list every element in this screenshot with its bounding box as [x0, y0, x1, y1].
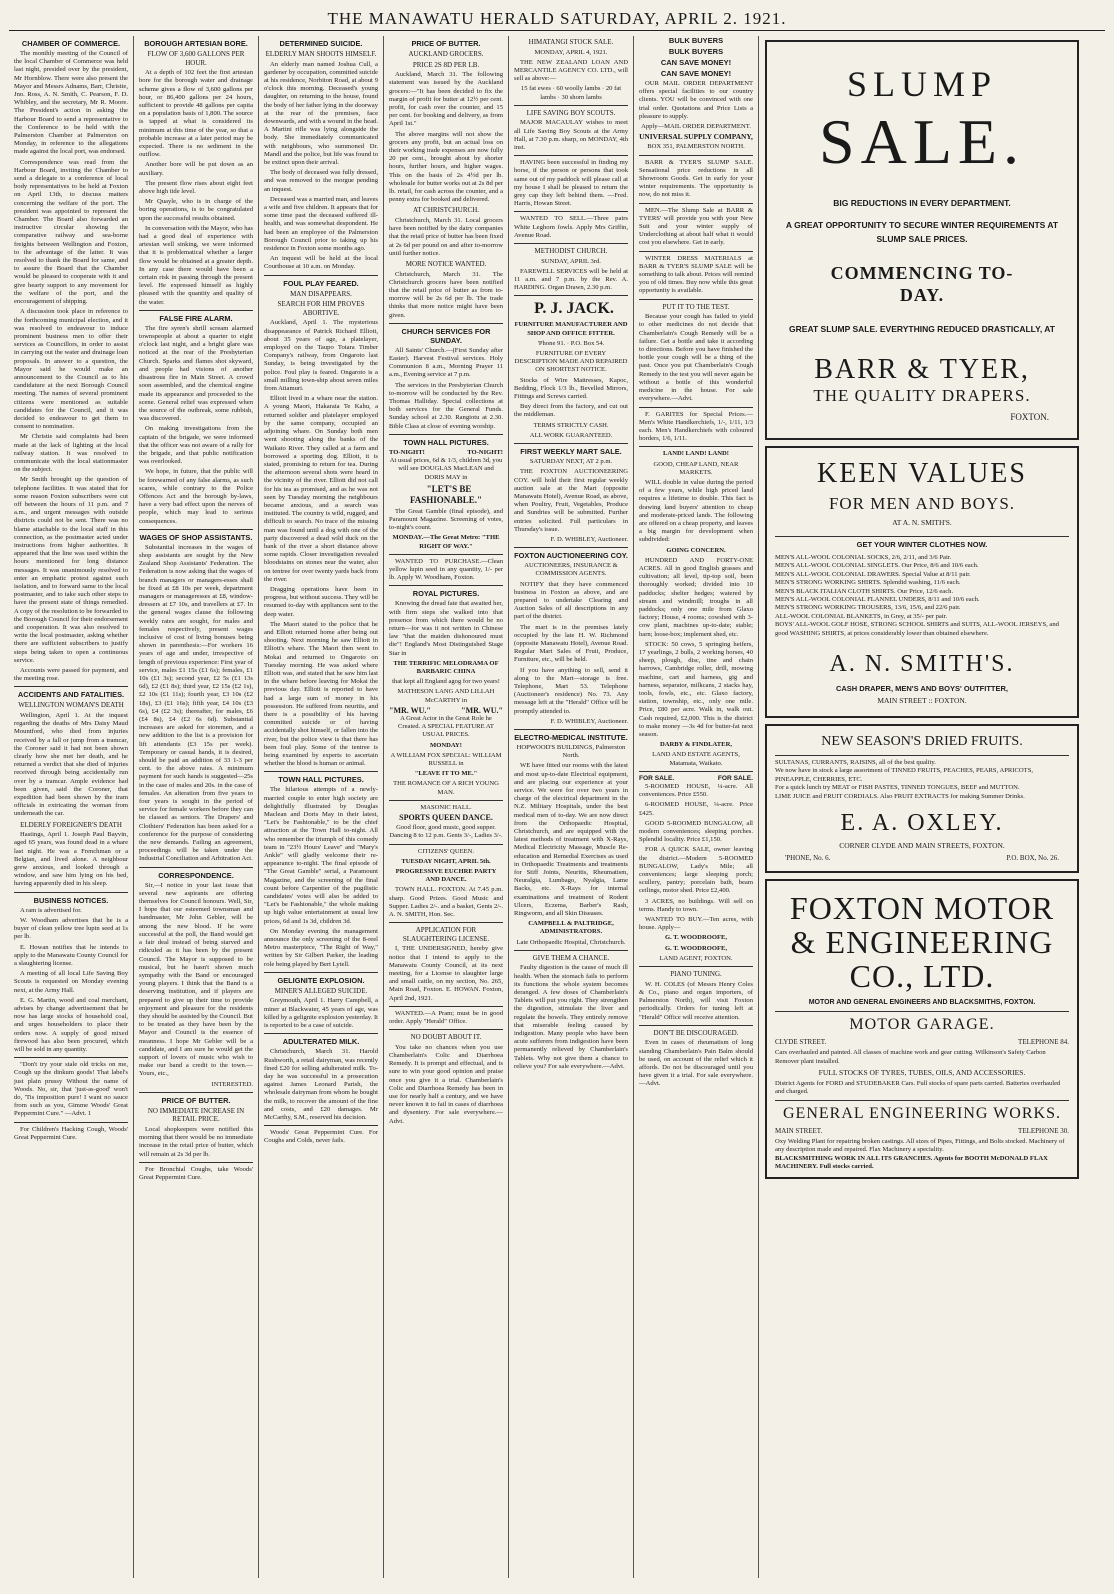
- advert-heading: PROGRESSIVE EUCHRE PARTY AND DANCE.: [395, 868, 497, 884]
- divider: [514, 547, 628, 548]
- divider: [639, 299, 753, 300]
- divider: [639, 966, 753, 967]
- advert-for-men: FOR MEN AND BOYS.: [828, 494, 1016, 513]
- stock-list: 15 fat ewes · 60 woolly lambs · 20 fat lambs · 30 shorn lambs: [520, 85, 622, 101]
- notice: A ram is advertised for.: [20, 906, 82, 914]
- divider: [139, 1092, 253, 1093]
- headline-correspondence: CORRESPONDENCE.: [158, 870, 234, 880]
- classified: WANTED.—A Pram; must be in good order. Apply "Herald" Office.: [389, 1009, 503, 1026]
- subhead-miner: MINER'S ALLEGED SUICIDE.: [274, 986, 368, 995]
- advert-text: The mart is in the premises lately occupied by the late H. W. Richmond (opposite Manawatu Hotel), Avenue Road. Regular Mart Sales of Fruit, Produce, Furniture, etc., will be held.: [514, 623, 628, 664]
- for-sale-label: FOR SALE.: [717, 774, 753, 782]
- advert-heading: CAN SAVE MONEY!: [660, 58, 732, 67]
- advert-heading: G. T. WOODROOFE,: [664, 934, 728, 942]
- column-4: [384, 36, 509, 1578]
- article-paragraph: Christchurch, March 31. Local grocers have been notified by the dairy companies that the retail price of butter has been fixed at 2s 6d per pound on and after to-morrow until further notice.: [389, 217, 503, 257]
- advert-heading: CAN SAVE MONEY!: [660, 69, 732, 78]
- tonight-label: TO-NIGHT!: [389, 448, 425, 456]
- headline-business-notices: BUSINESS NOTICES.: [33, 895, 109, 905]
- headline-mart-sale: FIRST WEEKLY MART SALE.: [520, 447, 622, 457]
- listing: 5-ROOMED HOUSE, ¼-acre. All conveniences. Price £550.: [639, 783, 753, 799]
- subhead-piano-tuning: PIANO TUNING.: [670, 970, 722, 979]
- divider: [139, 867, 253, 868]
- advert-sale-word: SALE.: [819, 106, 1025, 177]
- divider: [389, 554, 503, 555]
- article-paragraph: The services in the Presbyterian Church to-morrow will be conducted by the Rev. Thomas Halliday. Special collections at both services for the General Funds. Sunday school at 2.30. Rangiotu at 2.30. Bible Class at close of evening worship.: [389, 381, 503, 430]
- list-item: MEN'S STRONG WORKING SHIRTS. Splendid washing, 11/6 each.: [775, 579, 961, 587]
- divider: [514, 155, 628, 156]
- article-paragraph: Wellington, April 1. At the inquest regarding the deaths of Mrs Daisy Maud Mountford, who died from injuries received by a fall or jump from a tramcar, the Coroner said it had not been shown clearly how she met her death, and he returned a verdict that she died of injuries received through being accidentally run over by a tramcar. Ample evidence had been given, said the Coroner, that expedition had been shown by the tram officials in extricating the woman from underneath the car.: [14, 712, 128, 818]
- column-1: [9, 36, 134, 1578]
- article-paragraph: Auckland, April 1. The mysterious disappearance of Patrick Richard Elliott, about 35 years of age, a platelayer, employed on the Taupo Totara Timber Company's railway, from Ongaroto last Sunday, is being investigated by the police. Foul play is feared. Ongaroto is a small milling town-ship about seven miles from Atiamuri.: [264, 319, 378, 393]
- advert-text: MONDAY, APRIL 4, 1921.: [534, 48, 608, 56]
- advert-garage: MOTOR GARAGE.: [849, 1016, 995, 1034]
- advert-text: LAND AGENT, FOXTON.: [659, 954, 733, 962]
- divider: [775, 536, 1069, 537]
- advert-line: For Children's Hacking Cough, Woods' Great Peppermint Cure.: [14, 1125, 128, 1141]
- advert-box: P.O. BOX, No. 26.: [1006, 854, 1059, 863]
- column-5: [509, 36, 634, 1578]
- advert-text: Late Orthopaedic Hospital, Christchurch.: [516, 938, 626, 946]
- subhead-search: SEARCH FOR HIM PROVES ABORTIVE.: [277, 300, 365, 317]
- article-paragraph: On making investigations from the captain of the brigade, we were informed that the officer was not aware of a rally for the brigade, and that public notification was overlooked.: [139, 425, 253, 466]
- advert-line: For Bronchial Coughs, take Woods' Great Peppermint Cure.: [139, 1165, 253, 1181]
- divider: [639, 771, 753, 772]
- advert-text: TOWN HALL. FOXTON. At 7.45 p.m. sharp. Good Prizes. Good Music and Supper. Ladies 2/-. and a basket, Gents 2/-. A. N. SMITH, Hon. Sec.: [389, 886, 503, 919]
- advert-text: At usual prices, 6d & 1/3, children 3d, you will see DOUGLAS MacLEAN and DORIS MAY in: [389, 457, 503, 481]
- subhead-himatangi: HIMATANGI STOCK SALE.: [528, 38, 614, 46]
- divider: [514, 211, 628, 212]
- list-item: MEN'S ALL-WOOL COLONIAL SINGLETS. Our Price, 8/6 and 10/6 each.: [775, 562, 979, 570]
- advert-big-reductions: BIG REDUCTIONS IN EVERY DEPARTMENT.: [833, 198, 1011, 208]
- advert-heading: SPORTS QUEEN DANCE.: [399, 813, 493, 822]
- divider: [14, 686, 128, 687]
- advert-barr-tyer: [765, 40, 1079, 440]
- advert-text: TERMS STRICTLY CASH.: [533, 421, 609, 429]
- article-paragraph: Dragging operations have been in progress, but without success. They will be resumed to-day with appliances sent to the deep water.: [264, 585, 378, 618]
- listing: FOR A QUICK SALE, owner leaving the district.—Modern 5-ROOMED BUNGALOW, Lady's Mile; all conveniences; large sleeping porch; scullery, pantry; porcelain bath, beam ceilings, motor shed. Price £2,400.: [639, 846, 753, 895]
- divider: [389, 323, 503, 324]
- advert-garage-contact: [775, 1037, 1069, 1047]
- notice: E. G. Martin, wood and coal merchant, advises by change advertisement that he now has large stocks of household coal, and urges householders to place their orders now. A supply of good mixed firewood has also been procured, which will be sold in any quantity.: [14, 996, 128, 1053]
- article-paragraph: All Saints' Church.—(First Sunday after Easter). Harvest Festival services. Holy Communion 8 a.m., Morning Prayer 11 a.m., Evening service at 7 p.m.: [389, 346, 503, 379]
- notice: E. Howan notifies that he intends to apply to the Manawatu County Council for a slaughtering license.: [14, 943, 128, 967]
- advert-text: THE FOXTON AUCTIONEERING COY. will hold their first regular weekly auction sale at the Mart (opposite Manawatu Hotel), Avenue Road, as above, when Poultry, Fruit, Vegetables, Produce and Sundries will be submitted. Further entries solicited. Full particulars in Thursday's issue.: [514, 468, 628, 533]
- advert-text: MONDAY!: [430, 741, 462, 749]
- advert-barr-tyer-name: BARR & TYER,: [814, 354, 1030, 385]
- advert-text: You take no chances when you use Chamberlain's Colic and Diarrhoea Remedy. It is prompt and effectual, and is sure to win your good opinion and praise once you give it a trial. Chamberlain's Colic and Diarrhoea Remedy has been in use for nearly half a century, and we have never known it to fail in cases of diarrhoea and dysentery. For sale everywhere.—Advt.: [389, 1043, 503, 1125]
- for-sale-row: [639, 775, 753, 783]
- advert-text: SUNDAY, APRIL 3rd.: [541, 257, 601, 265]
- article-paragraph: We hope, in future, that the public will be forewarned of any false alarms, as such scares, while contrary to the Police Offences Act and the borough by-laws, have a very bad effect upon the nerves of people, which may lead to serious consequences.: [139, 468, 253, 525]
- subhead-methodist: METHODIST CHURCH.: [534, 247, 608, 256]
- advert-heading: GOING CONCERN.: [666, 546, 726, 554]
- divider: [14, 892, 128, 893]
- headline-foul-play: FOUL PLAY FEARED.: [283, 278, 359, 288]
- divider: [639, 1025, 753, 1026]
- advert-text: THE ROMANCE OF A RICH YOUNG MAN.: [393, 780, 499, 796]
- divider: [514, 729, 628, 730]
- subhead-auckland-grocers: AUCKLAND GROCERS.: [408, 50, 484, 58]
- advert-foxton-motor: [765, 879, 1079, 1179]
- divider: [14, 1122, 128, 1123]
- divider: [389, 1006, 503, 1007]
- advert-text: MATHESON LANG AND LILLAH McCARTHY in: [397, 688, 495, 704]
- advert-text: If you have anything to sell, send it along to the Mart—storage is free. Telephone, Mart 53. Telephone (Auctioneer's residence) No. 73. Any message left at the "Herald" Office will be promptly attended to.: [514, 666, 628, 715]
- advert-main-street: MAIN STREET :: FOXTON.: [877, 696, 967, 706]
- advert-foxton: FOXTON.: [1010, 412, 1049, 422]
- list-item: MEN'S STRONG WORKING TROUSERS, 13/6, 15/6, and 22/6 pair.: [775, 604, 961, 612]
- headline-price-of-butter: PRICE OF BUTTER.: [161, 1095, 231, 1105]
- advert-telephone: TELEPHONE 30.: [1018, 1126, 1069, 1135]
- advert-garage-text: Cars overhauled and painted. All classes of machine work and gear cutting. Wilkinson's Safety Carbon Remover plant installed.: [775, 1049, 1046, 1065]
- advert-text: BOX 351, PALMERSTON NORTH.: [647, 143, 745, 151]
- listing: 6-ROOMED HOUSE, ¼-acre. Price £425.: [639, 801, 753, 817]
- subhead-christchurch: AT CHRISTCHURCH.: [413, 206, 479, 215]
- list-item: LIME JUICE and FRUIT CORDIALS. Also FRUIT EXTRACTS for making Summer Drinks.: [775, 792, 1025, 800]
- divider: [639, 203, 753, 204]
- list-item: MEN'S ALL-WOOL COLONIAL SOCKS, 2/6, 2/11, and 3/6 Pair.: [775, 554, 952, 561]
- advert-text: CITIZENS' QUEEN.: [417, 847, 475, 855]
- list-item: We now have in stock a large assortment of TINNED FRUITS, PEACHES, PEARS, APRICOTS, PINEAPPLE, CHERRIES, ETC.: [775, 767, 1034, 783]
- divider: [514, 105, 628, 106]
- headline-town-hall-pictures: TOWN HALL PICTURES.: [278, 775, 364, 785]
- article-paragraph: Deceased was a married man, and leaves a wife and five children. It appears that for some time past the deceased suffered ill-health, and was somewhat despondent. He had been an employee of the Palmerston Borough Council prior to taking up his residence in Foxton some months ago.: [264, 195, 378, 253]
- headline-chamber-of-commerce: CHAMBER OF COMMERCE.: [21, 39, 121, 48]
- notice: W. Woodham advertises that he is a buyer of clean yellow tree lupin seed at 1s per lb.: [14, 916, 128, 941]
- divider: [139, 310, 253, 311]
- divider: [514, 243, 628, 244]
- advert-signature: F. D. WHIBLEY, Auctioneer.: [550, 717, 628, 725]
- classified: WANTED TO SELL.—Three pairs White Leghorn fowls. Apply Mrs Griffin, Avenue Road.: [514, 215, 628, 239]
- advert-blacksmithing: BLACKSMITHING WORK IN ALL ITS GRANCHES. Agents for BOOTH McDONALD FLAX MACHINERY. Full stocks carried.: [775, 1154, 1048, 1170]
- headline-town-hall: TOWN HALL PICTURES.: [403, 437, 489, 447]
- divider: [264, 972, 378, 973]
- advert-telephone: TELEPHONE 84.: [1018, 1038, 1069, 1047]
- article-paragraph: At a depth of 102 feet the first artesian bore for the borough water and drainage scheme gives a flow of 3,600 gallons per hour, or 86,400 gallons per 24 hours, sufficient to provide 48 gallons per capita on a population basis of 1,800. The source is tapped at what is considered its minimum at this time of the year, so that a probable increase at a later period may be expected. There is no sediment in the outflow.: [139, 69, 253, 159]
- article-paragraph: Auckland, March 31. The following statement was issued by the Auckland grocers:—"It has been decided to fix the margin of profit for butter at 12½ per cent. profit, for cash over the counter, and 15 per cent. for booking and delivery, as from April 1st.": [389, 71, 503, 128]
- divider: [264, 771, 378, 772]
- advert-poem: "Don't try your stale old tricks on me, Cough up the dinkum goods! That label's just plain prussy Without the name of Woods. No, sir, that 'just-as-good' won't do, 'Tis imposition pure! I want no sauce from such as you, Gimme Woods' Great Peppermint Cure." —Advt. 1: [14, 1061, 128, 1118]
- advert-subheading: AUCTIONEERS, INSURANCE & COMMISSION AGENTS.: [524, 562, 618, 578]
- advert-heading: DARBY & FINDLATER,: [660, 741, 732, 749]
- advert-text: STOCK: 50 cows, 5 springing heifers, 17 yearlings, 2 bulls, 2 working horses, 40 sheep, plough, disc, tine and chain harrows, Cambridge roller, drill, mowing machine, cart and harness, gig and harness, separator, milkcans, 2 stacks hay, tools, fowls, etc., etc. Glaxo factory, station, township, etc., only one mile. Price, £80 per acre. Walk in, walk out. Cash required, £2,000. This is the district to make money —3s 4d for butter-fat next season.: [639, 640, 753, 739]
- advert-text: ALL WORK GUARANTEED.: [529, 431, 613, 439]
- advert-text: THE NEW ZEALAND LOAN AND MERCANTILE AGENCY CO. LTD., will sell as above:—: [514, 58, 628, 83]
- advert-text: WINTER DRESS MATERIALS at BARR & TYER'S SLUMP SALE will be something to talk about. Prices will remind you of old times. Buy now while this great opportunity is available.: [639, 254, 753, 295]
- masthead: THE MANAWATU HERALD SATURDAY, APRIL 2. 1921.: [9, 8, 1105, 31]
- article-paragraph: A discussion took place in reference to the forthcoming municipal election, and it was resolved to endeavour to induce prominent business men to offer their services as Councillors, in order to assist in carrying out the water and drainage loan proposals. In answer to a question, the Mayor said he would make an announcement to the Council as to his candidature at the next Borough Council meeting. The names of several prominent citizens were mentioned as suitable candidates for the Council, and it was decided to endeavour to get them to consent to nomination.: [14, 308, 128, 431]
- advert-heading: LAND! LAND! LAND!: [663, 450, 729, 458]
- article-paragraph: Correspondence was read from the Harbour Board, inviting the Chamber to send a delegate to a conference of local body representatives to be held at Foxton on April 13th, to discuss matters concerning the welfare of the port. The president was appointed to represent the Chamber. The Board also forwarded an instructive circular showing the comparative railway and sea-borne freights between Wellington and Foxton, to the advantage of the latter. It was resolved to thank the Board for same, and to assure the Board that the Chamber would be pleased to cooperate with it and give hearty support to any movement for the welfare of the port, and the encouragement of shipping.: [14, 158, 128, 306]
- article-paragraph: The body of deceased was fully dressed, and was removed to the morgue pending an inquest.: [264, 169, 378, 193]
- advert-new-season: NEW SEASON'S DRIED FRUITS.: [821, 734, 1023, 750]
- list-item: For a quick lunch try MEAT or FISH PASTES, TINNED TONGUES, BEEF and MUTTON.: [775, 784, 1020, 792]
- listing: WANTED TO BUY.—Ten acres, with house. Apply—: [639, 916, 753, 932]
- column-3: [259, 36, 384, 1578]
- headline-electro-medical: ELECTRO-MEDICAL INSTITUTE.: [514, 732, 628, 742]
- subhead-woman-death: WELLINGTON WOMAN'S DEATH: [18, 701, 124, 710]
- headline-suicide: DETERMINED SUICIDE.: [279, 39, 363, 48]
- advert-foxton-motor-name: FOXTON MOTOR & ENGINEERING CO., LTD.: [789, 890, 1055, 995]
- tonight-label: TO-NIGHT!: [467, 448, 503, 456]
- divider: [389, 922, 503, 923]
- list-item: MEN'S ALL-WOOL COLONIAL DRAWERS. Special Value at 8/11 pair.: [775, 570, 971, 578]
- list-item: ALL-WOOL COLONIAL BLANKETS, in Grey, at 35/- per pair.: [775, 612, 948, 620]
- advert-text: OUR MAIL ORDER DEPARTMENT offers special facilities to our country clients. YOU will be convinced with one trial order. Quotations and Price Lists a pleasure to supply.: [639, 80, 753, 120]
- advert-text: FURNITURE OF EVERY DESCRIPTION MADE AND REPAIRED ON SHORTEST NOTICE.: [514, 350, 628, 374]
- advert-heading: TUESDAY NIGHT, APRIL 5th.: [401, 857, 491, 865]
- film-title: "MR. WU.": [389, 705, 431, 715]
- article-paragraph: Mr Smith brought up the question of telephone facilities. It was stated that for some reason Foxton subscribers were cut off between the hours of 11 p.m. and 7 a.m., and urgent messages with outside districts could not be sent. There was no blame attachable to the local staff in this connection, as the postmaster acted under instructions from higher authorities. It appeared that the line was used within the hours mentioned for long distance messages. It was unanimously resolved to enter an emphatic protest against such isolation, and to forward same to the local postmaster, and to take such other steps to have the present state of things remedied. A copy of the resolution to be forwarded to the Borough Council for their endorsement and cooperation. It was also resolved to write the local postmaster, asking whether there are sufficient subscribers to justify steps being taken to open a continuous service.: [14, 476, 128, 664]
- headline-adulterated-milk: ADULTERATED MILK.: [282, 1037, 360, 1047]
- advert-street: MAIN STREET.: [775, 1126, 823, 1135]
- listing: GOOD 5-ROOMED BUNGALOW, all modern conveniences; sleeping porches. Splendid locality. Price £1,150.: [639, 819, 753, 844]
- headline-foxton-auctioneering: FOXTON AUCTIONEERING COY.: [514, 551, 628, 561]
- advert-garage-agents: District Agents for FORD and STUDEBAKER Cars. Full stocks of spare parts carried. Batteries overhauled and charged.: [775, 1079, 1061, 1096]
- article-paragraph: Greymouth, April 1. Harry Campbell, a miner at Blackwater, 45 years of age, was killed by a gelignite explosion yesterday. It is reported to be a case of suicide.: [264, 997, 378, 1030]
- advert-oxley-name: E. A. OXLEY.: [840, 810, 1004, 837]
- divider: [639, 251, 753, 252]
- advert-engineering-text: Oxy Welding Plant for repairing broken castings. All sizes of Pipes, Fittings, and Bolts stocked. Machinery of any description made and repaired. Flax Machinery a speciality.: [775, 1137, 1065, 1154]
- advert-great-slump: GREAT SLUMP SALE. EVERYTHING REDUCED DRASTICALLY, AT: [789, 324, 1055, 334]
- article-paragraph: The above margins will not show the grocers any profit, but an actual loss on their working trade expenses are now fully 20 per cent., brought about by shorter hours, further hours, and higher wages. This on the basis of 2s 4½d per lb. wholesale for butter works out at 2s 8d per lb. retail, for cash across the counter, and a penny extra for booked and delivered.: [389, 130, 503, 204]
- letter-signature: INTERESTED.: [211, 1080, 253, 1088]
- classified: FAREWELL SERVICES will be held at 11 a.m. and 7 p.m. by the Rev. A. HARDING. Organ Drawn, 2.30 p.m.: [514, 267, 628, 292]
- article-paragraph: The hilarious attempts of a newly-married couple to enter high society are delightfully illustrated by Douglas Maclean and Doris May in their latest, "Let's be Fashionable," to be the chief attraction at the Town Hall to-night. All who remember the triumph of this comedy team in "23½ Hours' Leave" and "Mary's Ankle" will gladly welcome their re-appearance to-night. The final episode of "The Great Gamble" serial, a Paramount Magazine, and the screening of the final count before Carpentier of the pugilistic candidates' votes will also be added to "Let's be Fashionable," the whole making up high value entertainment at usual low prices, 6d and 1s 3d, children 3d.: [264, 786, 378, 925]
- advert-oxley: [765, 724, 1079, 873]
- advert-cash-draper: CASH DRAPER, MEN'S AND BOYS' OUTFITTER,: [835, 684, 1009, 694]
- advert-motor-sub: MOTOR AND GENERAL ENGINEERS AND BLACKSMITHS, FOXTON.: [808, 999, 1036, 1007]
- advert-signature: F. D. WHIBLEY, Auctioneer.: [550, 535, 628, 543]
- advert-text: Even in cases of rheumatism of long standing Chamberlain's Pain Balm should be used, on account of the relief which it affords. Do not be discouraged until you have given it a trial. For sale everywhere.—Advt.: [639, 1039, 753, 1088]
- listing: 3 ACRES, no buildings. Will sell on terms. Handy to town.: [639, 897, 753, 913]
- advert-quality-drapers: THE QUALITY DRAPERS.: [813, 386, 1031, 405]
- divider: [389, 1029, 503, 1030]
- for-sale-label: FOR SALE.: [639, 774, 675, 782]
- divider: [389, 800, 503, 801]
- divider: [775, 755, 1069, 756]
- classified: MAJOR MACAULAY wishes to meet all Life Saving Boy Scouts at the Army Hall, at 7.30 p.m. sharp, on MONDAY, 4th inst.: [514, 119, 628, 152]
- advert-text: Faulty digestion is the cause of much ill health. When the stomach fails to perform its functions the whole system becomes deranged. A few doses of Chamberlain's Tablets will put you right. They strengthen the digestion, stimulate the liver and regulate the bowels. They entirely remove that miserable feeling caused by indigestion. Many people who have been acute sufferers from indigestion have been permanently relieved by Chamberlain's Tablets. Why not give them a chance to relieve you? For sale everywhere.—Advt.: [514, 964, 628, 1070]
- advert-text: BARR & TYER'S SLUMP SALE. Sensational price reductions in all Showroom Goods. Get in early for your winter requirements. The opportunity is now, do not miss it.: [639, 158, 753, 199]
- list-item: MEN'S ALL-WOOL COLONIAL FLANNEL UNDERS, 8/11 and 10/6 each.: [775, 596, 980, 604]
- advert-text: WE have fitted our rooms with the latest and most up-to-date Electrical equipment, and are placing our experience at your service. We were for over two years in charge of the electrical department in the N.Z. Military Hospitals, under the best medical men of to-day. We are now direct from the Orthopaedic Hospital, Christchurch, and are equipped with the latest methods of treatment with X-Rays, Medical Electricity Massage, Muscle Re-education and Remedial Exercises as used in Orthopaedic Treatments and treatments for Stiff Joints, Neuritis, Rheumatism, Neuralgia, Lumbago, Nyalgia, Lame Backs, etc. X-Rays for internal examinations and treatment of Rodent Ulcers, Eczema, Barber's Rash, Ringworm, and all Skin Diseases.: [514, 762, 628, 918]
- advert-slump-word: SLUMP: [846, 64, 998, 104]
- advert-general-engineering: GENERAL ENGINEERING WORKS.: [783, 1104, 1061, 1122]
- divider: [639, 407, 753, 408]
- divider: [139, 529, 253, 530]
- headline-false-fire-alarm: FALSE FIRE ALARM.: [159, 313, 233, 323]
- subhead-man-disappears: MAN DISAPPEARS.: [290, 289, 352, 298]
- article-paragraph: Christchurch, March 31. Harold Rushworth, a retail dairyman, was recently fined £20 for selling adulterated milk. To-day he was successful in a prosecution against James Leonard Parish, the wholesale dairyman from whom he bought the milk, to recover the amount of the fine and costs, and £20 damages. Mr McCarthy, S.M., reserved his decision.: [264, 1048, 378, 1121]
- divider: [14, 1057, 128, 1058]
- advert-works-contact: [775, 1126, 1069, 1136]
- divider: [264, 1033, 378, 1034]
- advert-phone: 'PHONE, No. 6.: [785, 854, 831, 863]
- tonight-row: [389, 449, 503, 457]
- article-paragraph: Elliott lived in a whare near the station. A young Maori, Hakaraia Te Kahu, a returned soldier and platelayer employed by the same company, occupied an adjoining whare. On Sunday both men went shooting along the banks of the Waikato River. They called at a farm and borrowed a sporting dog. Elliott, it is stated, promising to return for tea. During the afternoon several shots were heard in the vicinity of the river. Elliott did not call for his tea as promised, and as he was not seen by Tuesday morning the neighbours became anxious, and a search was instituted. The country is wild, rugged, and difficult to search. No trace of the missing man was found until a dog with one of the party discovered a dead wild duck on the bank of the river a short distance above some rapids. Closer investigation revealed bloodstains on stones near the water, also on tentree for over twenty yards back from the river.: [264, 395, 378, 583]
- advert-get-winter: GET YOUR WINTER CLOTHES NOW.: [856, 540, 988, 549]
- article-paragraph: The present flow rises about eight feet above high tide level.: [139, 179, 253, 196]
- advert-heading: P. J. JACK.: [534, 300, 614, 318]
- newspaper-page: [9, 8, 1105, 1578]
- advert-text: A Great Actor in the Great Role he Created. A SPECIAL FEATURE AT USUAL PRICES.: [398, 714, 494, 739]
- divider: [139, 1162, 253, 1163]
- advert-heading: CAMPBELL & PALTRIDGE, ADMINISTRATORS.: [528, 920, 614, 936]
- list-item: SULTANAS, CURRANTS, RAISINS, all of the best quality.: [775, 759, 936, 767]
- headline-church-services: CHURCH SERVICES FOR SUNDAY.: [401, 326, 491, 345]
- advert-text: Stocks of Wire Mattresses, Kapoc, Bedding, Flock 1/3 lb., Bevelled Mirrors, Fittings and Screws carried.: [514, 376, 628, 401]
- notice: I, THE UNDERSIGNED, hereby give notice that I intend to apply to the Manawatu County Council, at its next meeting, for a License to slaughter large and small cattle, on my section, No. 265, Main Road, Foxton. E. HOWAN. Foxton, April 2nd, 1921.: [389, 945, 503, 1002]
- article-paragraph: The fire syren's shrill scream alarmed townspeople at about a quarter to eight o'clock last night, and a bright glare was noticed at the rear of the Presbyterian Church. Sparks and flames shot skyward, and people had visions of another disastrous fire in Main Street. A crowd soon assembled, and the chemical engine made its appearance and proceeded to the scene. General relief was expressed when the source of the outbreak, some rubbish, was discovered.: [139, 324, 253, 423]
- advert-text: Knowing the dread fate that awaited her, with firm steps she walked into that presence from which there would be no return—for was it not written in Chinese law "that the maiden dishonoured must die"! England's Most Distinguished Stage Star in: [389, 600, 503, 657]
- film-title-row: [389, 707, 503, 715]
- advert-heading: BULK BUYERS: [668, 47, 724, 56]
- subhead-put-to-test: PUT IT TO THE TEST.: [662, 302, 730, 311]
- advert-oxley-address: CORNER CLYDE AND MAIN STREETS, FOXTON.: [839, 841, 1005, 851]
- classified: WANTED TO PURCHASE.—Clean yellow lupin seed in any quantity, 1/- per lb. Apply W. Woodham, Foxton.: [389, 557, 503, 582]
- article-paragraph: An inquest will be held at the local Courthouse at 10 a.m. on Monday.: [264, 255, 378, 271]
- advert-keen: KEEN VALUES: [817, 458, 1027, 489]
- article-paragraph: Another bore will be put down as an auxiliary.: [139, 161, 253, 177]
- advert-text: A WILLIAM FOX SPECIAL: WILLIAM RUSSELL in: [390, 751, 502, 767]
- advert-heading: UNIVERSAL SUPPLY COMPANY,: [639, 132, 753, 142]
- advert-text: NOTIFY that they have commenced business in Foxton as above, and are prepared to undertake Clearing and Auction Sales of all descriptions in any part of the district.: [514, 580, 628, 621]
- list-item: BOYS' ALL-WOOL GOLF HOSE, STRONG SCHOOL SHIRTS and SUITS, ALL-WOOL JERSEYS, and good WASHING SHIRTS, at prices considerably lower than obtained elsewhere.: [775, 621, 1059, 637]
- advert-garage-stocks: FULL STOCKS OF TYRES, TUBES, OILS, AND ACCESSORIES.: [818, 1067, 1026, 1077]
- notice: A meeting of all local Life Saving Boy Scouts is requested on Monday evening next, at the Army Hall.: [14, 970, 128, 994]
- subhead-elderly-man: ELDERLY MAN SHOOTS HIMSELF.: [265, 50, 377, 58]
- article-paragraph: The Maori stated to the police that he and Elliott returned home after being out shooting. Next morning he saw Elliott in Elliott's whare. The Maori then went to Mokai and returned to Ongaroto on Tuesday morning. He was asked where Elliott was, and stated that he saw him last in the whare before leaving for Mokai the previous day. Elliott is reported to have had a large sum of money in his possession. He suffered from neuritis, and there is a possibility of his having committed suicide or of having accidentally shot himself, or fallen into the river, but the police view is that there has been foul play. Some of the tentree is being examined by experts to ascertain whether the blood is human or animal.: [264, 620, 378, 768]
- divider: [389, 585, 503, 586]
- subhead-give-chance: GIVE THEM A CHANCE.: [532, 953, 610, 962]
- advert-oxley-contact: [785, 853, 1059, 863]
- article-paragraph: Christchurch, March 31. The Christchurch grocers have been notified that the retail price of butter as from to-morrow will be 2s 6d per lb. The trade thinks that more notice might have been given.: [389, 270, 503, 319]
- article-paragraph: On Monday evening the management announce the only screening of the 8-reel Metro masterpiece, "The Right of Way," written by Sir Gilbert Parker, the leading role being played by Bert Lytell.: [264, 927, 378, 968]
- divider: [389, 844, 503, 845]
- advert-text: Good floor, good music, good supper. Dancing 8 to 12 p.m. Gents 3/-, Ladies 3/-.: [389, 824, 503, 840]
- advert-at-smith: AT A. N. SMITH'S.: [892, 518, 952, 527]
- divider: [389, 434, 503, 435]
- advert-text: 'Phone 91. · P.O. Box 54.: [537, 339, 605, 347]
- subhead-price: PRICE 2S 8D PER LB.: [412, 60, 480, 69]
- advert-keen-values: [765, 446, 1079, 718]
- advert-text: WILL double in value during the period of a few years, while high priced land requires a lifetime to double. This fact is drawing land buyers' attention to cheap and moderate-priced lands. The following are offered on a cheap property, and leaves a big margin for development when subdivided:: [639, 478, 753, 544]
- advert-text: MEN.—The Slump Sale at BARR & TYERS' will provide you with your New Suit and your winter supply of Underclothing at about half what it would cost you elsewhere. Get in early.: [639, 206, 753, 247]
- divider: [264, 1125, 378, 1126]
- column-7-adverts: [759, 36, 1085, 1578]
- divider: [639, 155, 753, 156]
- advert-text: LAND AND ESTATE AGENTS, Matamata, Waikato.: [652, 751, 740, 767]
- advert-text: HUNDRED AND FORTY-ONE ACRES. All in good English grasses and cultivation; all level, tip-top soil, been thoroughly worked; divided into 10 paddocks; shelter hedges; watered by stream and windmill; troughs in all paddocks; only one mile from Glaxo factory; House, 4 rooms; cowshed with 3-cow plant, machines up-to-date; stable; barn; loose-box; implement shed, etc.: [639, 556, 753, 638]
- subhead-flow: FLOW OF 3,600 GALLONS PER HOUR.: [147, 50, 245, 67]
- film-title: "LET'S BE FASHIONABLE.": [409, 483, 483, 505]
- headline-royal-pictures: ROYAL PICTURES.: [412, 589, 480, 599]
- headline-accidents: ACCIDENTS AND FATALITIES.: [17, 690, 125, 700]
- subhead-discouraged: DON'T BE DISCOURAGED.: [653, 1028, 739, 1037]
- article-paragraph: Mr Quayle, who is in charge of the boring operations, is to be congratulated upon the successful results obtained.: [139, 198, 253, 222]
- advert-street: CLYDE STREET.: [775, 1038, 827, 1047]
- subhead-life-saving: LIFE SAVING BOY SCOUTS.: [526, 108, 616, 117]
- article-paragraph: Mr Christie said complaints had been made at the lack of lighting at the local railway station. It was resolved to communicate with the local stationmaster on the subject.: [14, 433, 128, 474]
- advert-text: Because your cough has failed to yield to other medicines do not decide that Chamberlain's Cough Remedy will be a failure. Get a bottle and take it according to directions. Before you have finished the bottle your cough will be a thing of the past. Once you put Chamberlain's Cough Remedy to the test you will never again be without a bottle of this wonderful medicine in the house. For sale everywhere.—Advt.: [639, 313, 753, 403]
- advert-text: MONDAY.—The Great Metro: "THE RIGHT OF WAY.": [392, 534, 500, 550]
- divider: [639, 446, 753, 447]
- advert-heading: G. T. WOODROOFE,: [664, 944, 728, 952]
- article-paragraph: Substantial increases in the wages of shop assistants are sought by the New Zealand Shop Assistants' Federation. The Federation is now asking that the wages of branch managers or managers-esses shall be fixed at £8 10s per week, department managers or manageresses at £8, window-dressers at £7 10s, and travellers at £7. In the general wages clause the following weekly rates are sought, for males and females respectively, present wages inclusive of cost of living bonuses being shown in parenthesis:—For workers 16 years of age and under, irrespective of length of previous experience: First year of service, males £1 15s (£1 6s); females, £1 10s (£1 3s); second year, £2 5s (£1 13s 6d), £2 (£1 8s); third year, £2 15s (£2 1s), £2 10s (£1 11s); fourth year, £3 10s (£2 18s), £3 (£1 16s); fifth year, £4 10s (£3 6s), £4 (£2 3s); thereafter, for males, £6 (£4 8s), £4 (£2 6s 6d). Substantial increases are asked for storemen, and a new addition to the list is a provision for lift attendants (£3 15s per week). Temporary or casual hands, it is desired, should be paid an addition of 33 1-3 per cent. to the above rates. A minimum payment for such hands is suggested—25s in the case of males and 20s. in the case of females. An alteration from five years to four years is sought in the period of service for female workers before they can be classed as seniors. The Drapers' and Clothiers' Federation has been asked for a conference for the purpose of considering the new demands. Failing an agreement, proceedings will be taken under the Industrial Conciliation and Arbitration Act.: [139, 543, 253, 863]
- advert-text: SATURDAY NEXT, AT 2 p.m.: [529, 458, 613, 466]
- subhead-slaughter-license: APPLICATION FOR SLAUGHTERING LICENSE.: [402, 926, 490, 943]
- subhead-foreigner-death: ELDERLY FOREIGNER'S DEATH: [20, 820, 122, 829]
- advert-text: MASONIC HALL.: [420, 803, 472, 811]
- advert-line: Woods' Great Peppermint Cure. For Coughs and Colds, never fails.: [264, 1129, 378, 1145]
- headline-gelignite: GELIGNITE EXPLOSION.: [277, 975, 365, 985]
- advert-text: Apply—MAIL ORDER DEPARTMENT.: [641, 123, 751, 131]
- column-6: [634, 36, 759, 1578]
- article-paragraph: Accounts were passed for payment, and the meeting rose.: [14, 667, 128, 683]
- columns: [9, 36, 1105, 1578]
- advert-text: W. H. COLES (of Messrs Henry Coles & Co., piano and organ importers, of Palmerston North), will visit Foxton periodically. Orders for tuning left at "Herald" Office will receive attention.: [639, 980, 753, 1021]
- divider: [775, 1011, 1069, 1012]
- column-2: [134, 36, 259, 1578]
- advert-text: Buy direct from the factory, and cut out the middleman.: [514, 403, 628, 419]
- divider: [264, 275, 378, 276]
- article-paragraph: An elderly man named Joshua Cull, a gardener by occupation, committed suicide at his residence, Norbiton Road, at about 9 o'clock this morning. Deceased's young daughter, on returning to the house, found the body of her father lying in the doorway at the rear of the premises, face downwards, and with a wound in the head. A Martini rifle was lying alongside the body. She immediately communicated with neighbours, who summoned Dr. Mandl and the police, but life was found to be extinct upon their arrival.: [264, 60, 378, 167]
- advert-fruit-list: [775, 759, 1069, 801]
- headline-artesian-bore: BOROUGH ARTESIAN BORE.: [144, 39, 248, 48]
- advert-subheading: HOPWOOD'S BUILDINGS, Palmerston North.: [516, 743, 626, 760]
- advert-item-list: [775, 554, 1069, 638]
- headline-price-of-butter: PRICE OF BUTTER.: [411, 39, 481, 48]
- article-paragraph: The monthly meeting of the Council of the local Chamber of Commerce was held last night, presided over by the president, Mr Hornblow. There were also present the Mayor and Messrs Adnams, Barr, Christie, Jno. Ross, A. N. Smith, C. Pearson, F. D. Whibley, and the secretary, Mr R. Moore. The President's action in asking the Harbour Board to send a representative to the Conference to be held with the Palmerston Chamber at Palmerston on Monday, in reference to the allegations made against the local port, was endorsed.: [14, 50, 128, 156]
- advert-an-smith: A. N. SMITH'S.: [829, 651, 1015, 678]
- advert-text: The Great Gamble (final episode), and Paramount Magazine. Screening of votes, to-night's count.: [389, 507, 503, 532]
- letter: Sir,—I notice in your last issue that several new aspirants are offering themselves for Council honours. Well, Sir, I hope that our esteemed townsman and bandmaster, Mr John Gebler, will be among the new blood. If he were successful at the poll, the Band would get a fair deal instead of being starved and ridiculed as it has been by the present Council. The Mayor is supposed to be musical, but he hasn't shown much sympathy with the Band or encouraged young players. I think that the Band is a deserving institution, and if players are prepared to give up their time to provide enjoyment and pleasure for the residents they should be assisted by the Council. But to be treated as they have been by the Mayor and Council is the essence of meanness. I hope Mr Gebler will be a candidate, and I am sure he would get the support of lovers of music who wish to make our band a credit to the town.—Yours, etc.,: [139, 881, 253, 1078]
- classified: HAVING been successful in finding my horse, if the person or persons that took same out of my paddock will please call at my house I shall be pleased to return the grey cap they left behind them. —Fred. Harris, Howan Street.: [514, 159, 628, 208]
- divider: [514, 950, 628, 951]
- advert-text: that kept all England agog for two years!: [392, 678, 500, 686]
- divider: [775, 1100, 1069, 1101]
- headline-wages: WAGES OF SHOP ASSISTANTS.: [139, 532, 253, 542]
- divider: [514, 443, 628, 444]
- advert-commencing: COMMENCING TO-DAY.: [830, 263, 1014, 305]
- list-item: MEN'S BLACK ITALIAN CLOTH SHIRTS. Our Price, 12/6 each.: [775, 587, 954, 595]
- subhead-no-doubt: NO DOUBT ABOUT IT.: [410, 1033, 482, 1042]
- film-title: "MR. WU.": [461, 705, 503, 715]
- film-title: THE TERRIFIC MELODRAMA OF BARBARIC CHINA: [393, 659, 499, 675]
- subhead-no-increase: NO IMMEDIATE INCREASE IN RETAIL PRICE.: [147, 1106, 245, 1124]
- article-paragraph: In conversation with the Mayor, who has had a good deal of experience with artesian well sinking, we were informed that it is problematical whether a larger flow would be obtained at a greater depth. In any case there would have been a certain risk in passing through the present level. He expressed himself as highly pleased with the quantity and quality of the water.: [139, 224, 253, 306]
- advert-text: F. GARITES for Special Prices.— Men's White Handkerchiefs, 1/-, 1/11, 1/3 each. Men's Handkerchiefs with coloured borders, 1/6, 1/11.: [639, 410, 753, 443]
- film-title: "LEAVE IT TO ME.": [414, 770, 478, 778]
- advert-great-opportunity: A GREAT OPPORTUNITY TO SECURE WINTER REQUIREMENTS AT SLUMP SALE PRICES.: [785, 220, 1059, 244]
- subhead-more-notice: MORE NOTICE WANTED.: [405, 260, 487, 269]
- advert-subheading: FURNITURE MANUFACTURER AND SHOP AND OFFICE FITTER.: [514, 321, 628, 337]
- article-paragraph: Local shopkeepers were notified this morning that there would be no immediate increase in the retail price of butter, which will remain at 2s 3d per lb.: [139, 1125, 253, 1158]
- advert-subheading: GOOD, CHEAP LAND, NEAR MARKETS.: [653, 460, 739, 476]
- article-paragraph: Hastings, April 1. Joseph Paul Bayvin, aged 65 years, was found dead in a whare last night. He was a Frenchman or a Belgian, and lived alone. A neighbour grew anxious, and looked through a window, and saw him lying on his bed, having apparently died in his sleep.: [14, 831, 128, 888]
- advert-heading: BULK BUYERS: [668, 36, 724, 45]
- divider: [514, 295, 628, 296]
